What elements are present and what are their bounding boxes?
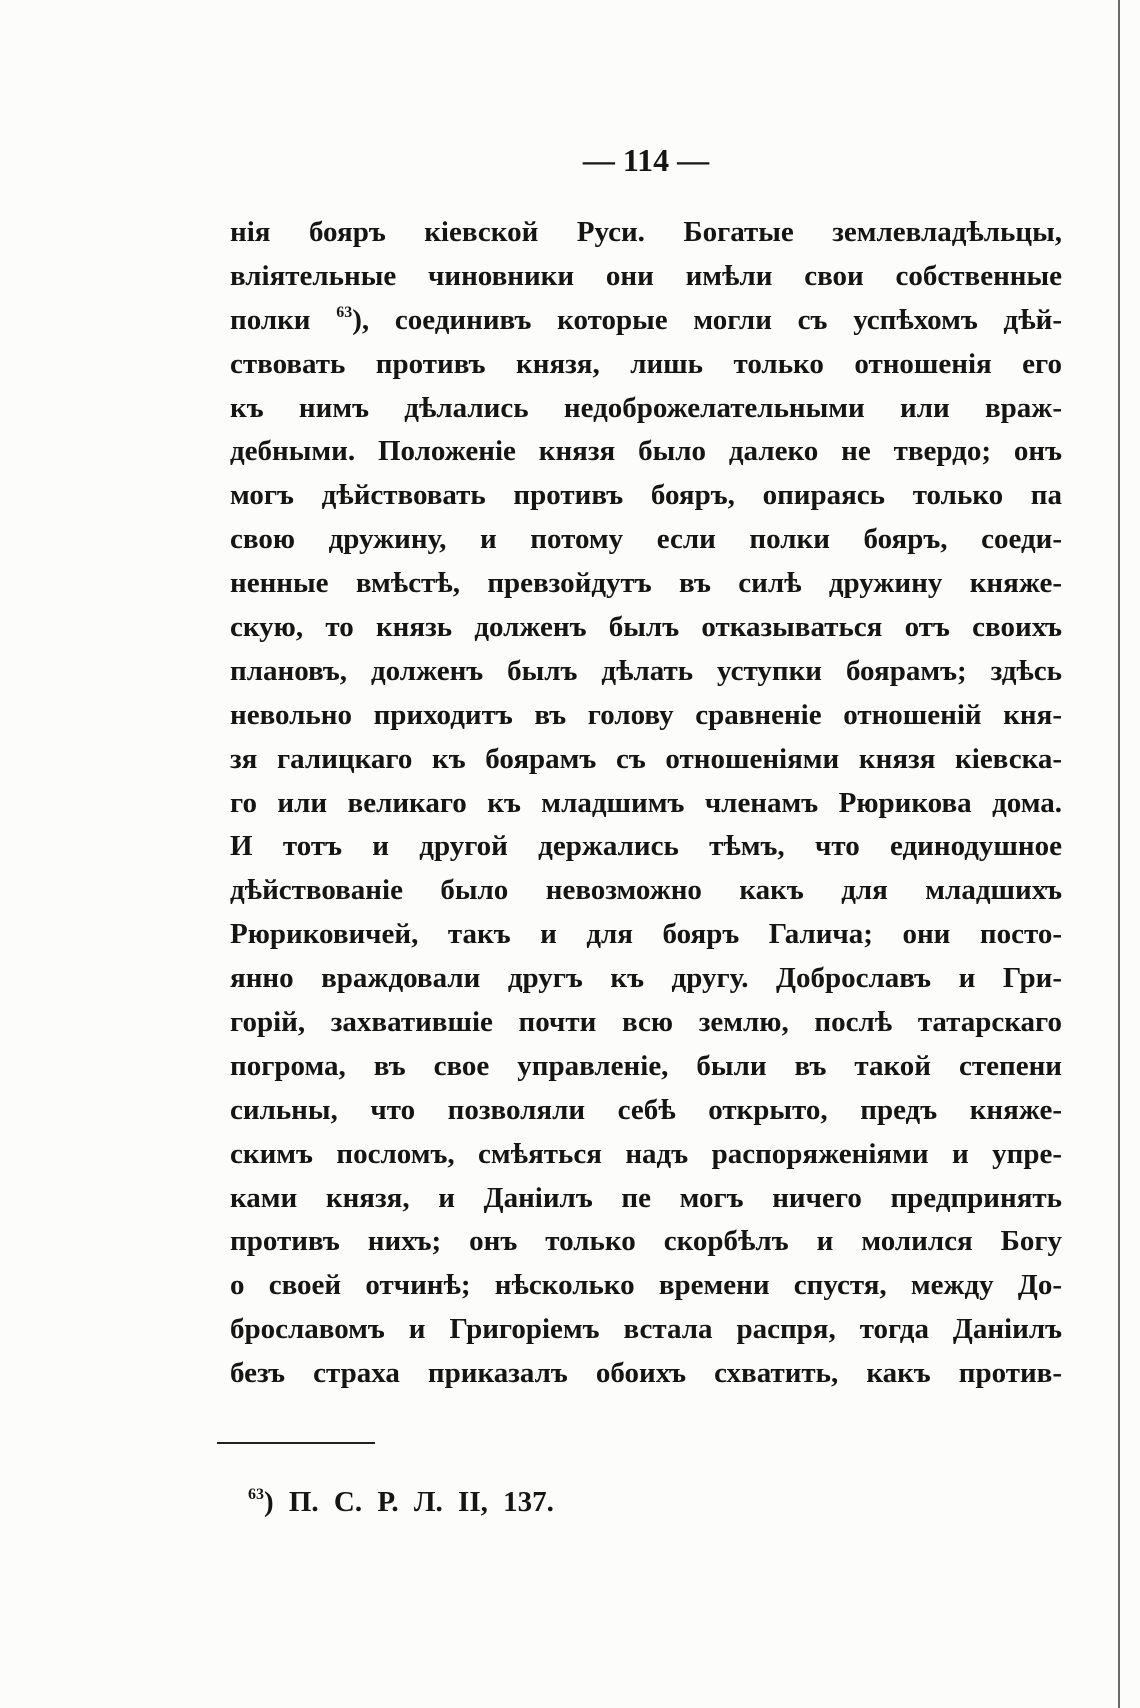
- footnote-rule: [217, 1442, 375, 1444]
- text-line: безъ страха приказалъ обоихъ схватить, какъ против-: [230, 1357, 1062, 1390]
- text-line: вліятельные чиновники они имѣли свои собственные: [230, 259, 1062, 292]
- text-line: погрома, въ свое управленіе, были въ такой степени: [230, 1049, 1062, 1082]
- text-line: ненные вмѣстѣ, превзойдутъ въ силѣ дружину княже-: [230, 567, 1062, 600]
- text-line: о своей отчинѣ; нѣсколько времени спустя, между До-: [230, 1269, 1062, 1302]
- text-line: И тотъ и другой держались тѣмъ, что единодушное: [230, 830, 1062, 863]
- text-line: могъ дѣйствовать противъ бояръ, опираясь только па: [230, 479, 1062, 512]
- text-line: скую, то князь долженъ былъ отказываться отъ своихъ: [230, 611, 1062, 644]
- footnote-text: ) П. С. Р. Л. II, 137.: [263, 1486, 554, 1518]
- text-line: противъ нихъ; онъ только скорбѣлъ и молился Богу: [230, 1225, 1062, 1258]
- text-line: ствовать противъ князя, лишь только отношенія его: [230, 347, 1062, 380]
- footnote-reference: 63: [336, 303, 353, 321]
- page-number: — 114 —: [582, 142, 710, 178]
- footnote-marker: 63: [248, 1486, 264, 1504]
- text-line: янно враждовали другъ къ другу. Доброславъ и Гри-: [230, 962, 1062, 995]
- text-line: скимъ посломъ, смѣяться надъ распоряженіями и упре-: [230, 1137, 1062, 1170]
- text-line: дебными. Положеніе князя было далеко не твердо; онъ: [230, 435, 1062, 468]
- text-line: плановъ, долженъ былъ дѣлать уступки боярамъ; здѣсь: [230, 654, 1062, 687]
- body-text: [230, 211, 1062, 1396]
- text-line: къ нимъ дѣлались недоброжелательными или враж-: [230, 391, 1062, 424]
- text-line: нія бояръ кіевской Руси. Богатые землевладѣльцы,: [230, 216, 1062, 248]
- footnote: [248, 1480, 554, 1524]
- text-line: сильны, что позволяли себѣ открыто, предъ княже-: [230, 1093, 1062, 1126]
- text-fragment: ), соединивъ которые могли съ успѣхомъ дѣй-: [352, 303, 1062, 336]
- text-line: дѣйствованіе было невозможно какъ для младшихъ: [230, 874, 1062, 907]
- text-fragment: полки: [230, 303, 337, 336]
- text-line: горій, захватившіе почти всю землю, послѣ татарскаго: [230, 1006, 1062, 1039]
- text-line: невольно приходитъ въ голову сравненіе отношеній кня-: [230, 698, 1062, 731]
- text-line: брославомъ и Григоріемъ встала распря, тогда Даніилъ: [230, 1313, 1062, 1346]
- text-line: ками князя, и Даніилъ пе могъ ничего предпринять: [230, 1181, 1062, 1214]
- text-line: свою дружину, и потому если полки бояръ, соеди-: [230, 523, 1062, 556]
- text-line: [230, 299, 1062, 343]
- text-line: Рюриковичей, такъ и для бояръ Галича; они посто-: [230, 918, 1062, 951]
- text-line: зя галицкаго къ боярамъ съ отношеніями князя кіевска-: [230, 742, 1062, 775]
- text-line: го или великаго къ младшимъ членамъ Рюрикова дома.: [230, 786, 1062, 819]
- page-edge-line: [1118, 0, 1120, 1708]
